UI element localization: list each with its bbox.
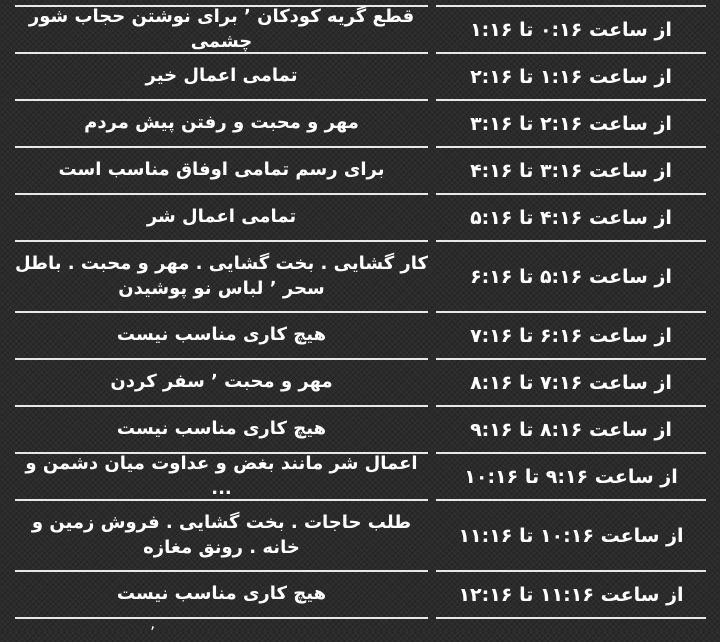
activity-cell: قطع گریه کودکان ٬ برای نوشتن حجاب شور چشمی [28, 6, 415, 52]
time-range-cell: از ساعت ۹:۱۶ تا ۱۰:۱۶ [464, 465, 678, 488]
table-row [0, 53, 720, 100]
time-range-cell: از ساعت ۰:۱۶ تا ۱:۱۶ [470, 18, 672, 41]
activity-cell: مهر و محبت ٬ سفر کردن [110, 371, 333, 393]
row-divider [436, 617, 706, 619]
activity-cell: هیچ کاری مناسب نیست [116, 583, 327, 605]
activity-cell: کار گشایی . بخت گشایی . مهر و محبت . باطل سحر ٬ لباس نو پوشیدن [14, 253, 429, 299]
table-row [0, 453, 720, 500]
activity-cell: مهر و محبت و رفتن پیش مردم [84, 112, 359, 134]
time-range-cell: از ساعت ۷:۱۶ تا ۸:۱۶ [470, 371, 672, 394]
table-row [0, 6, 720, 53]
table-row [0, 359, 720, 406]
activity-cell: تمامی اعمال شر [146, 206, 297, 228]
table-row [0, 147, 720, 194]
time-range-cell: از ساعت ۳:۱۶ تا ۴:۱۶ [470, 159, 672, 182]
time-range-cell: از ساعت ۵:۱۶ تا ۶:۱۶ [470, 265, 672, 288]
time-range-cell: از ساعت ۴:۱۶ تا ۵:۱۶ [470, 206, 672, 229]
table-row [0, 312, 720, 359]
time-range-cell: از ساعت ۸:۱۶ تا ۹:۱۶ [470, 418, 672, 441]
table-row [0, 100, 720, 147]
time-range-cell: از ساعت ۶:۱۶ تا ۷:۱۶ [470, 324, 672, 347]
table-row [0, 241, 720, 312]
cut-off-next-row: ٬ [150, 623, 156, 642]
activity-cell: هیچ کاری مناسب نیست [116, 418, 327, 440]
time-range-cell: از ساعت ۱:۱۶ تا ۲:۱۶ [470, 65, 672, 88]
table-row [0, 194, 720, 241]
time-range-cell: از ساعت ۱۱:۱۶ تا ۱۲:۱۶ [458, 583, 684, 606]
activity-cell: تمامی اعمال خیر [145, 65, 298, 87]
time-range-cell: از ساعت ۲:۱۶ تا ۳:۱۶ [470, 112, 672, 135]
table-row [0, 500, 720, 571]
time-range-cell: از ساعت ۱۰:۱۶ تا ۱۱:۱۶ [458, 524, 684, 547]
table-row [0, 571, 720, 618]
activity-cell: طلب حاجات . بخت گشایی . فروش زمین و خانه . رونق مغازه [31, 512, 412, 558]
activity-cell: برای رسم تمامی اوفاق مناسب است [58, 159, 385, 181]
activity-cell: اعمال شر مانند بغض و عداوت میان دشمن و ... [25, 453, 418, 499]
table-row [0, 406, 720, 453]
activity-cell: هیچ کاری مناسب نیست [116, 324, 327, 346]
row-divider [15, 617, 428, 619]
